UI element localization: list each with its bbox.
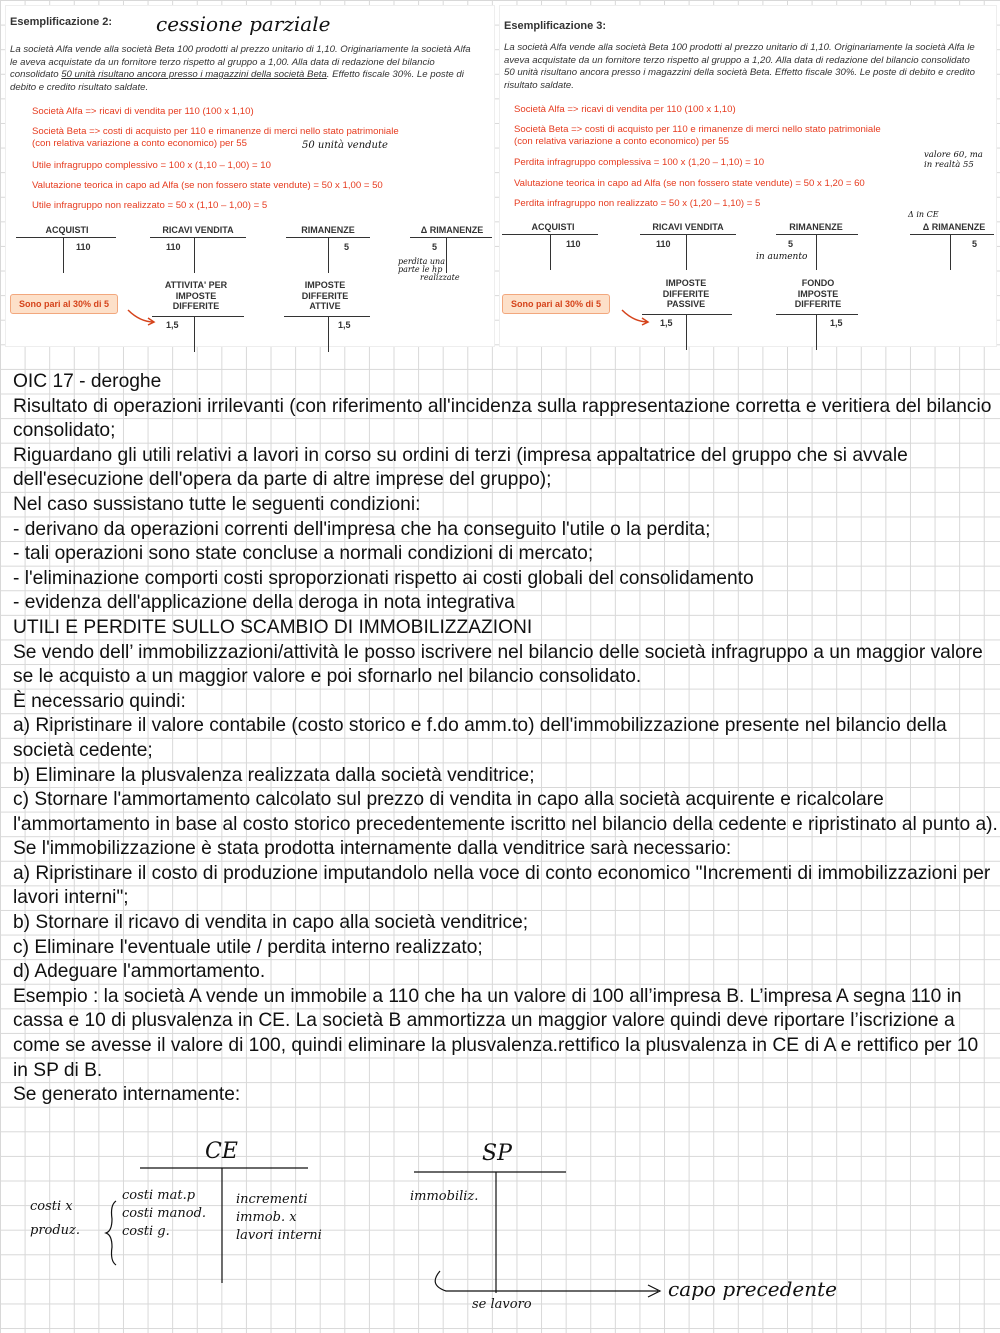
account-divider	[194, 237, 195, 273]
sketch-incrementi: incrementi immob. x lavori interni	[236, 1192, 322, 1243]
notes-list-item: d) Adeguare l'ammortamento.	[13, 961, 266, 983]
account-rule	[150, 237, 246, 238]
handwritten-note-valore: valore 60, ma in realtà 55	[924, 150, 983, 170]
account-rimanenze-header: RIMANENZE	[789, 222, 843, 232]
account-acquisti-value: 110	[566, 239, 581, 249]
calc-line: Società Beta => costi di acquisto per 110 e rimanenze di merci nello stato patrimoniale	[514, 124, 881, 135]
account-delta-rimanenze-header: Δ RIMANENZE	[420, 225, 484, 235]
notes-body	[13, 370, 998, 1108]
calc-line: (con relativa variazione a conto economico) per 55	[514, 136, 729, 147]
handwritten-sketch	[0, 1135, 1000, 1333]
calc-line: (con relativa variazione a conto economico) per 55	[32, 138, 247, 149]
account-acquisti-value: 110	[76, 242, 91, 252]
handwritten-note-sold: 50 unità vendute	[302, 140, 388, 151]
account-imposte-passive-header: IMPOSTE DIFFERITE PASSIVE	[662, 278, 710, 309]
account-rule	[410, 237, 492, 238]
example-3-description: La società Alfa vende alla società Beta 100 prodotti al prezzo unitario di 1,10. Originariamente la società Alfa le aveva acquistate da un fornitore terzo rispetto al gruppo a 1,20. Alla data di redazione del bilancio consolidato 50 unità risultano ancora presso i magazzini della società Beta. Effetto fiscale 30%. Le poste di debito e credito risultato saldate.	[504, 42, 975, 91]
account-rimanenze-value: 5	[788, 239, 794, 249]
account-imposte-value: 1,5	[660, 318, 673, 328]
account-rule	[776, 314, 858, 315]
account-divider	[328, 237, 329, 273]
account-rimanenze-value: 5	[344, 242, 350, 252]
calc-line: Perdita infragruppo non realizzato = 50 x (1,20 – 1,10) = 5	[514, 198, 761, 209]
notes-list-item: c) Stornare l'ammortamento calcolato sul prezzo di vendita in capo alla società acquirente e ricalcolare l'ammortamento in base al costo storico precedentemente iscritto nel bilancio della cedente e ripristinato al punto a).	[13, 789, 998, 835]
account-divider	[686, 314, 687, 350]
notes-list-item: a) Ripristinare il costo di produzione imputandolo nella voce di conto economico "Incrementi di immobilizzazioni per lavori interni";	[13, 862, 991, 909]
account-fondo-value: 1,5	[830, 318, 843, 328]
account-rule	[152, 316, 244, 317]
calc-line: Perdita infragruppo complessiva = 100 x (1,20 – 1,10) = 10	[514, 157, 765, 168]
account-acquisti-header: ACQUISTI	[45, 225, 89, 235]
callout-arrow-icon	[620, 306, 650, 328]
example-2-description: La società Alfa vende alla società Beta 100 prodotti al prezzo unitario di 1,10. Originariamente la società Alfa le aveva acquistate da un fornitore terzo rispetto al gruppo a 1,00. Alla data di redazione del bilancio consolidato 50 unità risultano ancora presso i magazzini della società Beta. Effetto fiscale 30%. Le poste di debito e credito risultato saldate.	[10, 44, 471, 93]
account-divider	[950, 234, 951, 270]
notes-example-paragraph: Esempio : la società A vende un immobile a 110 che ha un valore di 100 all’impresa B. L’impresa A segna 110 in cassa e 10 di plusvalenza in CE. La società B ammortizza un maggior valore quindi deve riportare l’iscrizione a come se avesse il valore di 100, quindi eliminare la plusvalenza.rettifico la plusvalenza in CE di A e rettifico per 10 in SP di B.	[13, 985, 979, 1081]
notes-heading-immobilizzazioni: UTILI E PERDITE SULLO SCAMBIO DI IMMOBILIZZAZIONI	[13, 616, 533, 638]
notes-list-item: - l'eliminazione comporti costi sproporzionati rispetto ai costi globali del consolidamento	[13, 567, 754, 589]
calc-line: Società Alfa => ricavi di vendita per 110 (100 x 1,10)	[514, 104, 736, 115]
account-divider	[194, 316, 195, 352]
example-2-handwritten-title: cessione parziale	[156, 12, 331, 36]
account-rule	[776, 234, 858, 235]
account-divider	[816, 234, 817, 270]
notes-paragraph: Se vendo dell’ immobilizzazioni/attività le posso iscrivere nel bilancio delle società infragruppo a un maggior valore se le acquisto a un maggior valore e poi sfornarlo nel bilancio consolidato.	[13, 641, 983, 688]
account-ricavi-header: RICAVI VENDITA	[652, 222, 724, 232]
account-fondo-imposte-header: FONDO IMPOSTE DIFFERITE	[794, 278, 842, 309]
notes-list-item: c) Eliminare l'eventuale utile / perdita interno realizzato;	[13, 936, 483, 958]
account-acquisti-header: ACQUISTI	[531, 222, 575, 232]
account-divider	[63, 237, 64, 273]
notes-heading-oic17: OIC 17 - deroghe	[13, 371, 162, 392]
account-divider	[816, 314, 817, 350]
callout-tax-30: Sono pari al 30% di 5	[10, 294, 118, 314]
notes-list-item: b) Stornare il ricavo di vendita in capo alla società venditrice;	[13, 912, 529, 934]
account-rule	[642, 314, 732, 315]
notes-paragraph: Riguardano gli utili relativi a lavori in corso su ordini di terzi (impresa appaltatrice del gruppo che si avvale dell'esecuzione dell'opera da parte di altre imprese del gruppo);	[13, 444, 908, 491]
account-imposte-attive-header: IMPOSTE DIFFERITE ATTIVE	[301, 280, 349, 311]
notes-list-item: b) Eliminare la plusvalenza realizzata dalla società venditrice;	[13, 764, 535, 786]
account-divider	[686, 234, 687, 270]
account-ricavi-value: 110	[166, 242, 181, 252]
calc-line: Utile infragruppo non realizzato = 50 x (1,10 – 1,00) = 5	[32, 200, 268, 211]
account-divider	[328, 316, 329, 352]
notes-list-item: - derivano da operazioni correnti dell'impresa che ha conseguito l'utile o la perdita;	[13, 518, 711, 540]
notes-paragraph: Nel caso sussistano tutte le seguenti condizioni:	[13, 493, 421, 515]
handwritten-note-perdita: perdita una parte le hp realizzate	[398, 257, 460, 282]
notes-paragraph: Risultato di operazioni irrilevanti (con riferimento all'incidenza sulla rappresentazione corretta e veritiera del bilancio consolidato;	[13, 395, 992, 442]
handwritten-note-aumento: in aumento	[756, 252, 808, 262]
notes-list-item: - evidenza dell'applicazione della deroga in nota integrativa	[13, 592, 515, 614]
sketch-ce-label: CE	[205, 1139, 238, 1164]
calc-line: Utile infragruppo complessivo = 100 x (1,10 – 1,00) = 10	[32, 160, 271, 171]
account-ricavi-value: 110	[656, 239, 671, 249]
example-3-panel	[500, 6, 996, 346]
calc-line: Valutazione teorica in capo ad Alfa (se non fossero state vendute) = 50 x 1,20 = 60	[514, 178, 865, 189]
account-delta-value: 5	[972, 239, 978, 249]
account-divider	[550, 234, 551, 270]
example-2-title: Esemplificazione 2:	[10, 16, 113, 28]
account-rule	[910, 234, 994, 235]
calc-line: Valutazione teorica in capo ad Alfa (se non fossero state vendute) = 50 x 1,00 = 50	[32, 180, 383, 191]
account-delta-value: 5	[432, 242, 438, 252]
sketch-sp-label: SP	[482, 1141, 512, 1166]
handwritten-note-delta-ce: Δ in CE	[908, 210, 939, 219]
calc-line: Società Beta => costi di acquisto per 110 e rimanenze di merci nello stato patrimoniale	[32, 126, 399, 137]
account-delta-rimanenze-header: Δ RIMANENZE	[922, 222, 986, 232]
calc-line: Società Alfa => ricavi di vendita per 110 (100 x 1,10)	[32, 106, 254, 117]
sketch-immobilizzazioni: immobiliz.	[410, 1189, 479, 1204]
account-rule	[640, 234, 736, 235]
account-imposte-value: 1,5	[338, 320, 351, 330]
account-rule	[16, 237, 116, 238]
notes-paragraph: Se generato internamente:	[13, 1084, 241, 1106]
account-rule	[284, 316, 370, 317]
notes-list-item: - tali operazioni sono state concluse a normali condizioni di mercato;	[13, 543, 594, 565]
callout-tax-30: Sono pari al 30% di 5	[502, 294, 610, 314]
notes-paragraph: Se l'immobilizzazione è stata prodotta internamente dalla venditrice sarà necessario:	[13, 838, 732, 860]
sketch-se-lavoro: se lavoro	[472, 1297, 532, 1312]
notes-paragraph: È necessario quindi:	[13, 690, 186, 712]
callout-arrow-icon	[126, 306, 156, 328]
example-2-panel	[6, 6, 494, 346]
sketch-costi-list: costi mat.p costi manod. costi g.	[122, 1188, 207, 1239]
example-3-title: Esemplificazione 3:	[504, 20, 607, 32]
notes-list-item: a) Ripristinare il valore contabile (costo storico e f.do amm.to) dell'immobilizzazione presente nel bilancio della società cedente;	[13, 715, 947, 761]
sketch-costi-produzione: costi x produz.	[30, 1199, 81, 1238]
account-attivita-imposte-header: ATTIVITA' PER IMPOSTE DIFFERITE	[164, 280, 228, 311]
sketch-capo-precedente: capo precedente	[668, 1277, 837, 1301]
account-attivita-value: 1,5	[166, 320, 179, 330]
account-rimanenze-header: RIMANENZE	[301, 225, 355, 235]
account-ricavi-header: RICAVI VENDITA	[162, 225, 234, 235]
